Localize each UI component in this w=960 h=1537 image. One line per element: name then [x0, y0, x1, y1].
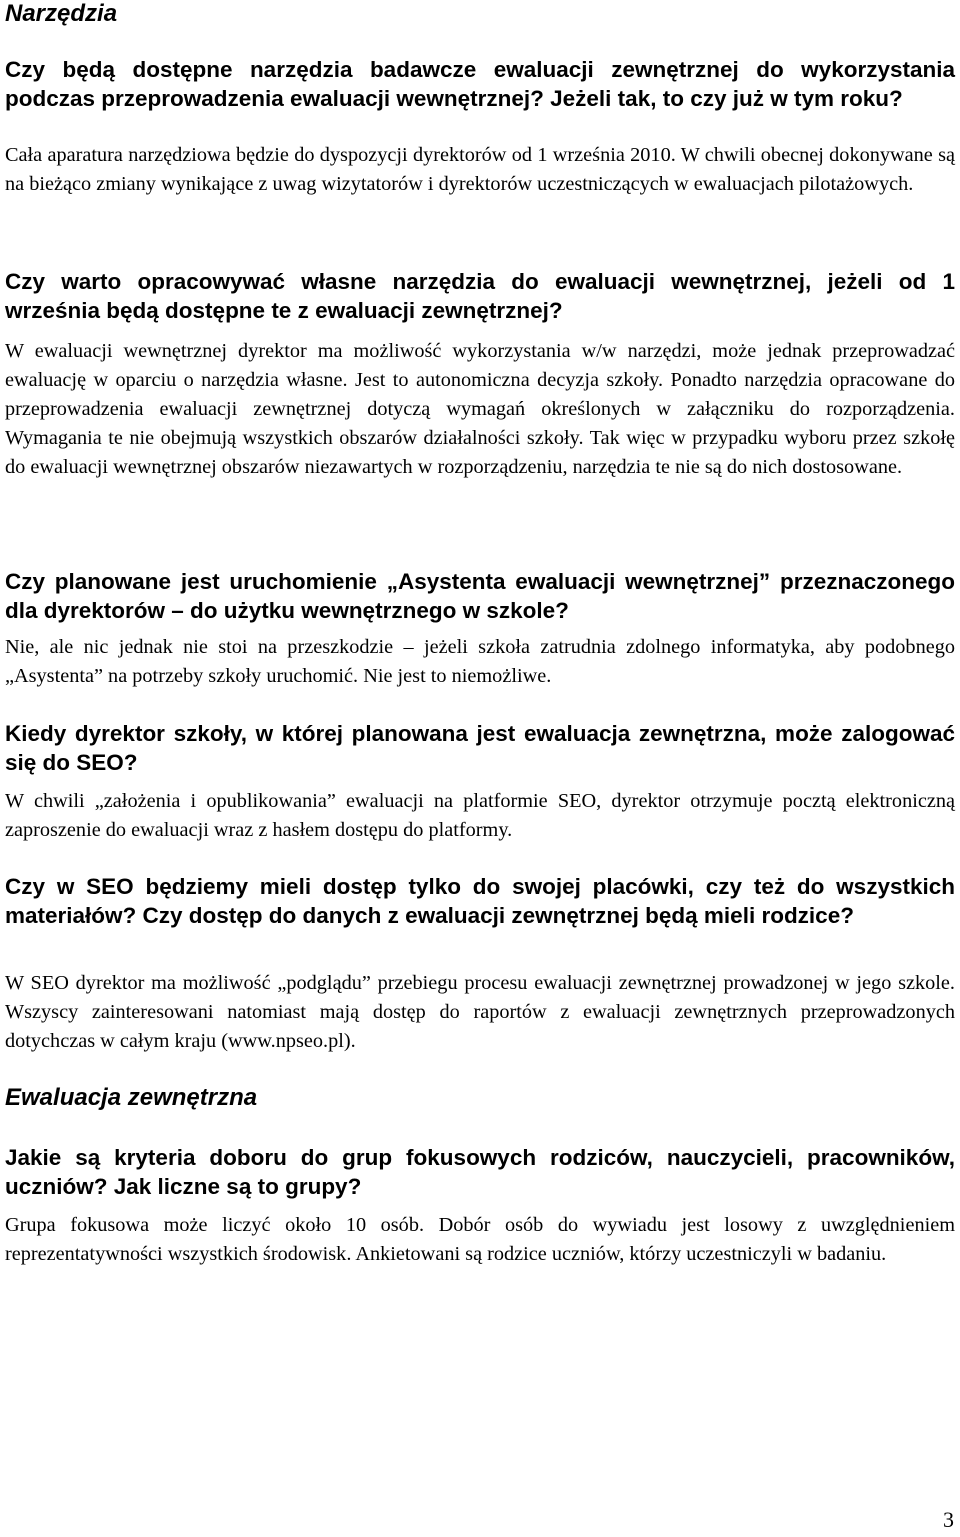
question-4: Kiedy dyrektor szkoły, w której planowana jest ewaluacja zewnętrzna, może zalogować się do SEO?	[5, 721, 955, 775]
answer-4: W chwili „założenia i opublikowania” ewaluacji na platformie SEO, dyrektor otrzymuje pocztą elektroniczną zaproszenie do ewaluacji wraz z hasłem dostępu do platformy.	[5, 790, 955, 841]
answer-1: Cała aparatura narzędziowa będzie do dyspozycji dyrektorów od 1 września 2010. W chwili obecnej dokonywane są na bieżąco zmiany wynikające z uwag wizytatorów i dyrektorów uczestniczących w ewaluacjach pilotażowych.	[5, 144, 955, 195]
question-5: Czy w SEO będziemy mieli dostęp tylko do swojej placówki, czy też do wszystkich materiałów? Czy dostęp do danych z ewaluacji zewnętrznej będą mieli rodzice?	[5, 874, 955, 928]
page-number: 3	[943, 1507, 954, 1532]
answer-5: W SEO dyrektor ma możliwość „podglądu” przebiegu procesu ewaluacji zewnętrznej prowadzonej w jego szkole. Wszyscy zainteresowani natomiast mają dostęp do raportów z ewaluacji zewnętrznych przeprowadzonych dotychczas w całym kraju (www.npseo.pl).	[5, 972, 955, 1052]
question-2: Czy warto opracowywać własne narzędzia do ewaluacji wewnętrznej, jeżeli od 1 września będą dostępne te z ewaluacji zewnętrznej?	[5, 269, 955, 323]
question-3: Czy planowane jest uruchomienie „Asystenta ewaluacji wewnętrznej” przeznaczonego dla dyrektorów – do użytku wewnętrznego w szkole?	[5, 569, 955, 623]
question-6: Jakie są kryteria doboru do grup fokusowych rodziców, nauczycieli, pracowników, uczniów? Jak liczne są to grupy?	[5, 1145, 955, 1199]
section-title-narzedzia: Narzędzia	[5, 0, 118, 27]
section-title-ewaluacja-zewnetrzna: Ewaluacja zewnętrzna	[5, 1084, 258, 1111]
answer-3: Nie, ale nic jednak nie stoi na przeszkodzie – jeżeli szkoła zatrudnia zdolnego informatyka, aby podobnego „Asystenta” na potrzeby szkoły uruchomić. Nie jest to niemożliwe.	[5, 636, 955, 687]
answer-6: Grupa fokusowa może liczyć około 10 osób. Dobór osób do wywiadu jest losowy z uwzględnieniem reprezentatywności wszystkich środowisk. Ankietowani są rodzice uczniów, którzy uczestniczyli w badaniu.	[5, 1214, 955, 1265]
answer-2: W ewaluacji wewnętrznej dyrektor ma możliwość wykorzystania w/w narzędzi, może jednak przeprowadzać ewaluację w oparciu o narzędzia własne. Jest to autonomiczna decyzja szkoły. Ponadto narzędzia opracowane do przeprowadzenia ewaluacji zewnętrznej dotyczą wymagań określonych w załączniku do rozporządzenia. Wymagania te nie obejmują wszystkich obszarów działalności szkoły. Tak więc w przypadku wyboru przez szkołę do ewaluacji wewnętrznej obszarów niezawartych w rozporządzeniu, narzędzia te nie są do nich dostosowane.	[5, 340, 955, 478]
question-1: Czy będą dostępne narzędzia badawcze ewaluacji zewnętrznej do wykorzystania podczas przeprowadzenia ewaluacji wewnętrznej? Jeżeli tak, to czy już w tym roku?	[5, 57, 955, 111]
